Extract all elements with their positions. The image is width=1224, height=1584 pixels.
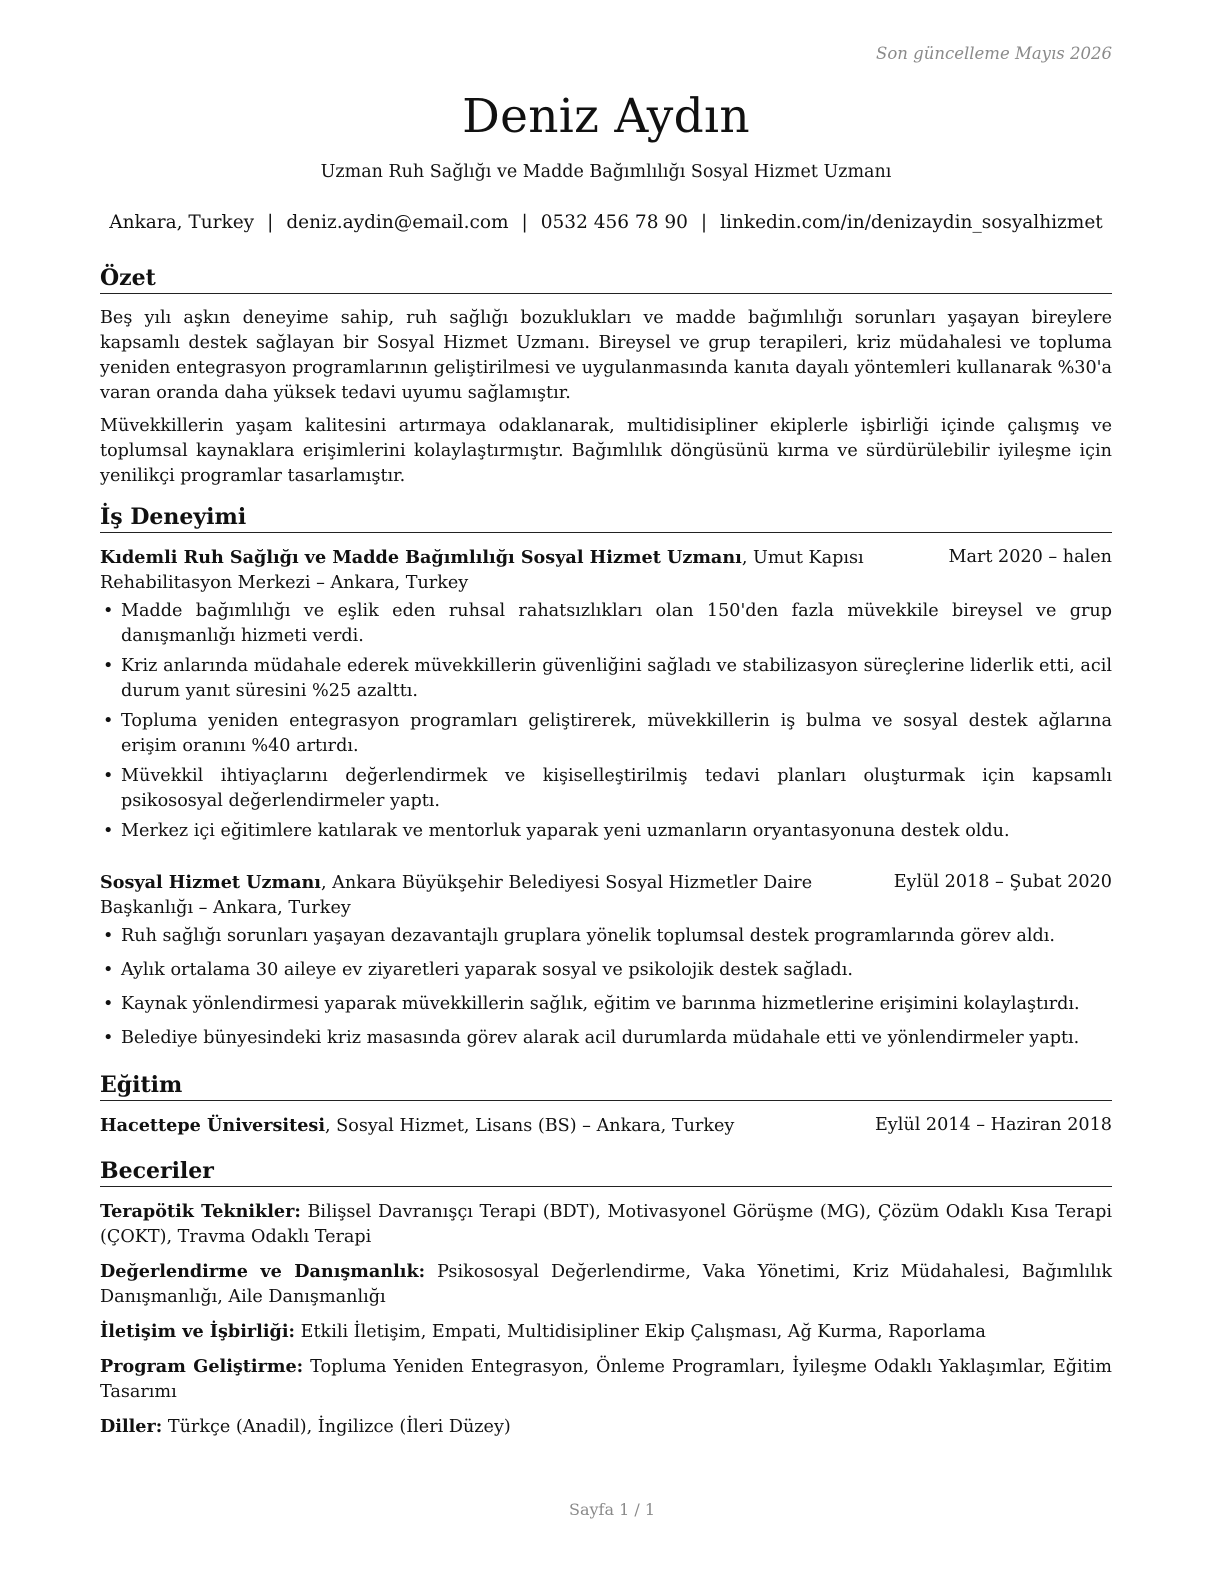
bullet-icon: • — [103, 656, 114, 676]
skill-label: Program Geliştirme: — [100, 1356, 304, 1377]
job-title-line — [100, 870, 854, 921]
job-entry — [100, 870, 1112, 1051]
bullet-icon: • — [103, 926, 114, 946]
bullet-icon: • — [103, 766, 114, 786]
skill-group — [100, 1414, 1112, 1440]
list-item — [100, 958, 1112, 983]
list-item — [100, 599, 1112, 649]
skill-label: Değerlendirme ve Danışmanlık: — [100, 1261, 426, 1282]
summary-paragraph: Beş yılı aşkın deneyime sahip, ruh sağlığı bozuklukları ve madde bağımlılığı sorunları yaşayan bireylere kapsamlı destek sağlayan bir Sosyal Hizmet Uzmanı. Bireysel ve grup terapileri, kriz müdahalesi ve topluma yeniden entegrasyon programlarının geliştirilmesi ve uygulanmasında kanıta dayalı yöntemleri kullanarak %30'a varan oranda daha yüksek tedavi uyumu sağlamıştır. — [100, 308, 1112, 403]
contact-separator: | — [700, 212, 708, 233]
skill-group — [100, 1319, 1112, 1345]
bullet-text: Müvekkil ihtiyaçlarını değerlendirmek ve kişiselleştirilmiş tedavi planları oluşturmak için kapsamlı psikososyal değerlendirmeler yaptı. — [121, 766, 1112, 811]
bullet-icon: • — [103, 711, 114, 731]
bullet-icon: • — [103, 821, 114, 841]
skill-value: Topluma Yeniden Entegrasyon, Önleme Programları, İyileşme Odaklı Yaklaşımlar, Eğitim Tasarımı — [100, 1357, 1112, 1402]
job-header — [100, 870, 1112, 921]
skill-value: Psikososyal Değerlendirme, Vaka Yönetimi, Kriz Müdahalesi, Bağımlılık Danışmanlığı, Aile Danışmanlığı — [100, 1262, 1113, 1307]
bullet-text: Belediye bünyesindeki kriz masasında görev alarak acil durumlarda müdahale etti ve yönlendirmeler yaptı. — [121, 1028, 1080, 1048]
experience-section — [100, 503, 1112, 1051]
skills-section — [100, 1157, 1112, 1440]
contact-email[interactable]: deniz.aydin@email.com — [286, 212, 509, 233]
bullet-text: Merkez içi eğitimlere katılarak ve mentorluk yaparak yeni uzmanların oryantasyonuna destek oldu. — [121, 821, 1010, 841]
experience-heading: İş Deneyimi — [100, 503, 1112, 533]
candidate-title: Uzman Ruh Sağlığı ve Madde Bağımlılığı Sosyal Hizmet Uzmanı — [320, 162, 892, 182]
skill-value: Etkili İletişim, Empati, Multidisipliner Ekip Çalışması, Ağ Kurma, Raporlama — [295, 1322, 986, 1342]
contact-line — [100, 210, 1112, 236]
summary-heading: Özet — [100, 264, 1112, 294]
skill-value: Türkçe (Anadil), İngilizce (İleri Düzey) — [162, 1417, 511, 1437]
contact-separator: | — [521, 212, 528, 233]
list-item — [100, 654, 1112, 704]
contact-phone[interactable]: 0532 456 78 90 — [540, 212, 688, 233]
contact-linkedin[interactable]: linkedin.com/in/denizaydin_sosyalhizmet — [720, 212, 1103, 233]
list-item — [100, 819, 1112, 844]
education-line — [100, 1113, 734, 1139]
list-item — [100, 709, 1112, 759]
skill-label: İletişim ve İşbirliği: — [100, 1321, 296, 1342]
bullet-icon: • — [103, 1028, 114, 1048]
list-item — [100, 924, 1112, 949]
job-role: Kıdemli Ruh Sağlığı ve Madde Bağımlılığı Sosyal Hizmet Uzmanı — [100, 547, 742, 568]
bullet-text: Kaynak yönlendirmesi yaparak müvekkillerin sağlık, eğitim ve barınma hizmetlerine erişimini kolaylaştırdı. — [121, 994, 1080, 1014]
bullet-text: Kriz anlarında müdahale ederek müvekkillerin güvenliğini sağladı ve stabilizasyon süreçlerine liderlik etti, acil durum yanıt süresini %25 azalttı. — [121, 656, 1112, 701]
job-dates: Eylül 2018 – Şubat 2020 — [893, 872, 1112, 892]
bullet-icon: • — [103, 601, 114, 621]
job-entry — [100, 545, 1112, 844]
job-dates: Mart 2020 – halen — [948, 547, 1112, 567]
page-number: Sayfa 1 / 1 — [568, 1500, 655, 1519]
candidate-name: Deniz Aydın — [462, 89, 750, 144]
job-title-line — [100, 545, 900, 596]
bullet-icon: • — [103, 994, 114, 1014]
job-bullets — [100, 599, 1112, 844]
education-dates: Eylül 2014 – Haziran 2018 — [874, 1115, 1112, 1135]
skill-value: Bilişsel Davranışçı Terapi (BDT), Motivasyonel Görüşme (MG), Çözüm Odaklı Kısa Terapi (ÇOKT), Travma Odaklı Terapi — [100, 1202, 1112, 1247]
skill-group — [100, 1354, 1112, 1405]
skill-group — [100, 1259, 1112, 1310]
job-organization: , Ankara Büyükşehir Belediyesi Sosyal Hizmetler Daire Başkanlığı – Ankara, Turkey — [100, 873, 813, 918]
summary-paragraph: Müvekkillerin yaşam kalitesini artırmaya odaklanarak, multidisipliner ekiplerle işbirliği içinde çalışmış ve toplumsal kaynaklara erişimlerini kolaylaştırmıştır. Bağımlılık döngüsünü kırma ve sürdürülebilir iyileşme için yenilikçi programlar tasarlamıştır. — [100, 416, 1112, 486]
bullet-icon: • — [103, 960, 114, 980]
skill-label: Terapötik Teknikler: — [100, 1201, 301, 1222]
bullet-text: Madde bağımlılığı ve eşlik eden ruhsal rahatsızlıkları olan 150'den fazla müvekkile bireysel ve grup danışmanlığı hizmeti verdi. — [121, 601, 1112, 646]
list-item — [100, 992, 1112, 1017]
list-item — [100, 1026, 1112, 1051]
bullet-text: Topluma yeniden entegrasyon programları geliştirerek, müvekkillerin iş bulma ve sosyal destek ağlarına erişim oranını %40 artırdı. — [121, 711, 1112, 756]
education-entry — [100, 1113, 1112, 1139]
skill-group — [100, 1199, 1112, 1250]
skill-label: Diller: — [100, 1416, 163, 1437]
job-organization: , Umut Kapısı Rehabilitasyon Merkezi – Ankara, Turkey — [100, 548, 864, 593]
job-role: Sosyal Hizmet Uzmanı — [100, 872, 321, 893]
education-detail: , Sosyal Hizmet, Lisans (BS) – Ankara, Turkey — [325, 1116, 735, 1136]
bullet-text: Ruh sağlığı sorunları yaşayan dezavantajlı gruplara yönelik toplumsal destek programlarında görev aldı. — [121, 926, 1055, 946]
education-school: Hacettepe Üniversitesi — [100, 1115, 325, 1136]
last-updated-note: Son güncelleme Mayıs 2026 — [876, 44, 1112, 63]
contact-separator: | — [267, 212, 274, 233]
job-header — [100, 545, 1112, 596]
contact-location: Ankara, Turkey — [109, 212, 255, 233]
list-item — [100, 764, 1112, 814]
bullet-text: Aylık ortalama 30 aileye ev ziyaretleri yaparak sosyal ve psikolojik destek sağladı. — [121, 960, 853, 980]
job-bullets — [100, 924, 1112, 1051]
skills-heading: Beceriler — [100, 1157, 1112, 1187]
education-heading: Eğitim — [100, 1071, 1112, 1101]
summary-section — [100, 264, 1112, 489]
education-section — [100, 1071, 1112, 1139]
